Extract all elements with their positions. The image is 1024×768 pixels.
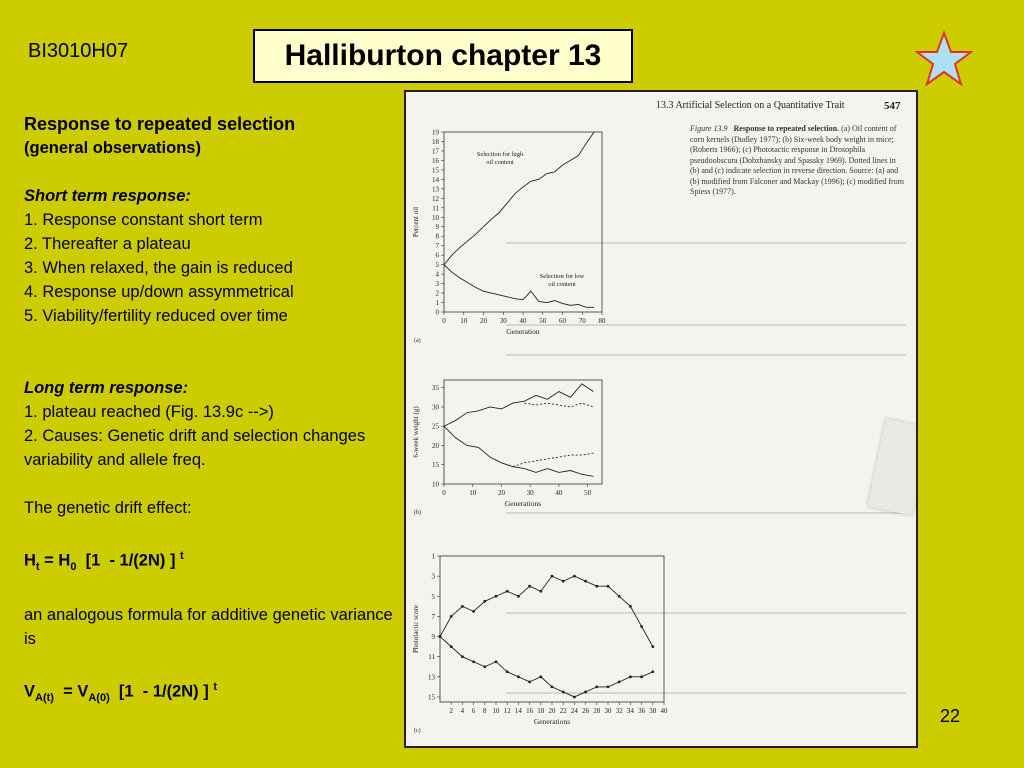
short-term-item: 5. Viability/fertility reduced over time [24, 307, 288, 325]
data-point [562, 691, 565, 694]
data-point [450, 645, 453, 648]
data-point [483, 600, 486, 603]
x-tick-label: 32 [615, 707, 623, 715]
x-axis-label: Generations [504, 499, 542, 508]
y-tick-label: 7 [435, 242, 439, 251]
y-tick-label: 15 [432, 461, 439, 470]
x-tick-label: 0 [442, 317, 446, 325]
data-point [562, 580, 565, 583]
x-tick-label: 80 [598, 317, 606, 325]
formula-additive-variance: $V_{A(t)} = V_{A(0)}$ [1 - 1/(2N) ] $^t$ [24, 680, 218, 704]
figure-caption: Figure 13.9 Response to repeated selection. (a) Oil content of corn kernels (Dudley 1977); (b) Six-week body weight in mice; (Roberts 1966); (c) Phototactic response in Drosophila pseudoobscura (Dobzhansky and Spassky 1969). Dotted lines in (b) and (c) indicate selection in reverse direction. Source: (a) and (b) modified from Falconer and Mackay (1996); (c) modified from Spiess (1977). [690, 124, 904, 196]
chart-annotation: Selection for low [539, 273, 585, 280]
x-tick-label: 0 [442, 489, 446, 497]
x-tick-label: 10 [492, 707, 500, 715]
course-code: BI3010H07 [28, 40, 129, 62]
x-tick-label: 36 [638, 707, 646, 715]
data-point [607, 685, 610, 688]
series-line-up-relaxed [524, 403, 593, 407]
data-point [584, 691, 587, 694]
data-point [629, 675, 632, 678]
data-point [539, 675, 542, 678]
chart-mouse-weight [412, 374, 612, 524]
panel-label: (c) [414, 728, 421, 734]
x-tick-label: 28 [593, 707, 601, 715]
data-point [551, 575, 554, 578]
data-point [495, 595, 498, 598]
drift-intro: The genetic drift effect: [24, 499, 192, 517]
plot-frame [444, 132, 602, 312]
series-line-up [444, 384, 593, 426]
chart-phototactic [412, 550, 672, 740]
short-term-item: 2. Thereafter a plateau [24, 235, 191, 253]
x-tick-label: 40 [555, 489, 563, 497]
heading: Response to repeated selection [24, 114, 296, 134]
textbook-figure-image [404, 90, 918, 748]
y-tick-label: 1 [435, 299, 439, 308]
data-point [640, 625, 643, 628]
slide-page-number: 22 [940, 706, 961, 726]
panel-label: (b) [414, 510, 421, 516]
series-line-down [444, 426, 593, 476]
x-tick-label: 10 [469, 489, 477, 497]
y-tick-label: 35 [432, 384, 439, 393]
data-point [618, 595, 621, 598]
data-point [472, 610, 475, 613]
y-tick-label: 18 [432, 137, 439, 146]
data-point [506, 670, 509, 673]
x-tick-label: 20 [497, 489, 505, 497]
x-tick-label: 20 [480, 317, 487, 325]
data-point [483, 665, 486, 668]
data-point [528, 680, 531, 683]
y-tick-label: 13 [428, 673, 435, 682]
data-point [651, 645, 654, 648]
x-tick-label: 26 [582, 707, 590, 715]
chart-annotation: oil content [486, 159, 514, 166]
data-point [517, 595, 520, 598]
y-tick-label: 1 [431, 552, 435, 561]
long-term-item: 2. Causes: Genetic drift and selection changes variability and allele freq. [24, 427, 366, 469]
short-term-item: 3. When relaxed, the gain is reduced [24, 259, 293, 277]
y-tick-label: 11 [432, 204, 439, 213]
x-tick-label: 6 [471, 707, 476, 715]
y-tick-label: 15 [432, 166, 439, 175]
data-point [573, 696, 576, 699]
y-tick-label: 12 [432, 194, 439, 203]
slide-body [24, 112, 396, 710]
data-point [629, 605, 632, 608]
x-tick-label: 40 [519, 317, 527, 325]
data-point [472, 660, 475, 663]
long-term-label: Long term response: [24, 379, 189, 397]
x-tick-label: 18 [537, 707, 545, 715]
book-running-head: 13.3 Artificial Selection on a Quantitative Trait [656, 100, 845, 111]
x-tick-label: 16 [526, 707, 534, 715]
x-tick-label: 8 [483, 707, 487, 715]
plot-frame [440, 556, 664, 702]
chart-oil-content [412, 126, 612, 346]
subheading: (general observations) [24, 139, 201, 157]
data-point [573, 575, 576, 578]
y-tick-label: 10 [432, 213, 439, 222]
y-tick-label: 14 [432, 175, 439, 184]
data-point [551, 685, 554, 688]
y-tick-label: 19 [432, 128, 439, 137]
slide-title: Halliburton chapter 13 [253, 29, 633, 83]
y-tick-label: 0 [435, 308, 439, 317]
data-point [618, 680, 621, 683]
y-tick-label: 15 [428, 693, 435, 702]
data-point [595, 585, 598, 588]
x-tick-label: 30 [526, 489, 534, 497]
x-tick-label: 34 [626, 707, 634, 715]
x-axis-label: Generation [506, 327, 540, 336]
series-line-down-relaxed [513, 453, 593, 466]
x-tick-label: 10 [460, 317, 468, 325]
y-tick-label: 6 [435, 251, 439, 260]
y-tick-label: 5 [435, 261, 439, 270]
x-tick-label: 20 [548, 707, 556, 715]
y-tick-label: 3 [435, 280, 439, 289]
y-tick-label: 5 [431, 592, 435, 601]
chart-annotation: Selection for high [476, 151, 524, 158]
x-tick-label: 60 [559, 317, 566, 325]
y-tick-label: 4 [435, 270, 439, 279]
y-tick-label: 9 [431, 633, 435, 642]
data-point [528, 585, 531, 588]
series-line-negative [440, 637, 653, 697]
x-tick-label: 50 [539, 317, 547, 325]
data-point [495, 660, 498, 663]
star-icon[interactable] [915, 30, 973, 88]
y-tick-label: 25 [432, 422, 439, 431]
x-tick-label: 12 [503, 707, 511, 715]
data-point [651, 670, 654, 673]
y-tick-label: 8 [435, 232, 439, 241]
x-tick-label: 30 [604, 707, 612, 715]
data-point [640, 675, 643, 678]
y-tick-label: 10 [432, 480, 439, 489]
long-term-item: 1. plateau reached (Fig. 13.9c -->) [24, 403, 274, 421]
x-tick-label: 70 [578, 317, 586, 325]
formula-heterozygosity: $H_t = H_0$ [1 - 1/(2N) ] $^t$ [24, 550, 184, 573]
data-point [450, 615, 453, 618]
y-axis-label: 6-week weight (g) [412, 406, 420, 458]
data-point [461, 605, 464, 608]
x-tick-label: 22 [559, 707, 567, 715]
x-tick-label: 24 [570, 707, 578, 715]
data-point [595, 685, 598, 688]
y-tick-label: 9 [435, 223, 439, 232]
y-tick-label: 2 [435, 289, 439, 298]
series-line-positive [440, 576, 653, 646]
x-tick-label: 14 [514, 707, 522, 715]
data-point [584, 580, 587, 583]
data-point [461, 655, 464, 658]
y-tick-label: 13 [432, 185, 439, 194]
book-page-number: 547 [884, 100, 901, 112]
short-term-label: Short term response: [24, 187, 191, 205]
data-point [607, 585, 610, 588]
y-axis-label: Percent oil [412, 206, 420, 238]
short-term-item: 4. Response up/down assymmetrical [24, 283, 294, 301]
data-point [539, 590, 542, 593]
additive-text: an analogous formula for additive genetic variance is [24, 605, 393, 648]
x-tick-label: 50 [584, 489, 592, 497]
x-tick-label: 4 [460, 707, 465, 715]
panel-label: (a) [414, 338, 421, 344]
x-tick-label: 2 [449, 707, 453, 715]
y-axis-label: Phototactic score [412, 604, 420, 654]
x-tick-label: 38 [649, 707, 657, 715]
y-tick-label: 16 [432, 156, 439, 165]
x-axis-label: Generations [533, 717, 571, 726]
short-term-item: 1. Response constant short term [24, 211, 263, 229]
y-tick-label: 17 [432, 147, 439, 156]
y-tick-label: 20 [432, 441, 439, 450]
y-tick-label: 11 [428, 653, 435, 662]
y-tick-label: 30 [432, 403, 439, 412]
data-point [506, 590, 509, 593]
x-tick-label: 40 [660, 707, 668, 715]
x-tick-label: 30 [499, 317, 507, 325]
chart-annotation: oil content [548, 281, 576, 288]
data-point [439, 635, 442, 638]
y-tick-label: 3 [431, 572, 435, 581]
y-tick-label: 7 [431, 612, 435, 621]
data-point [517, 675, 520, 678]
